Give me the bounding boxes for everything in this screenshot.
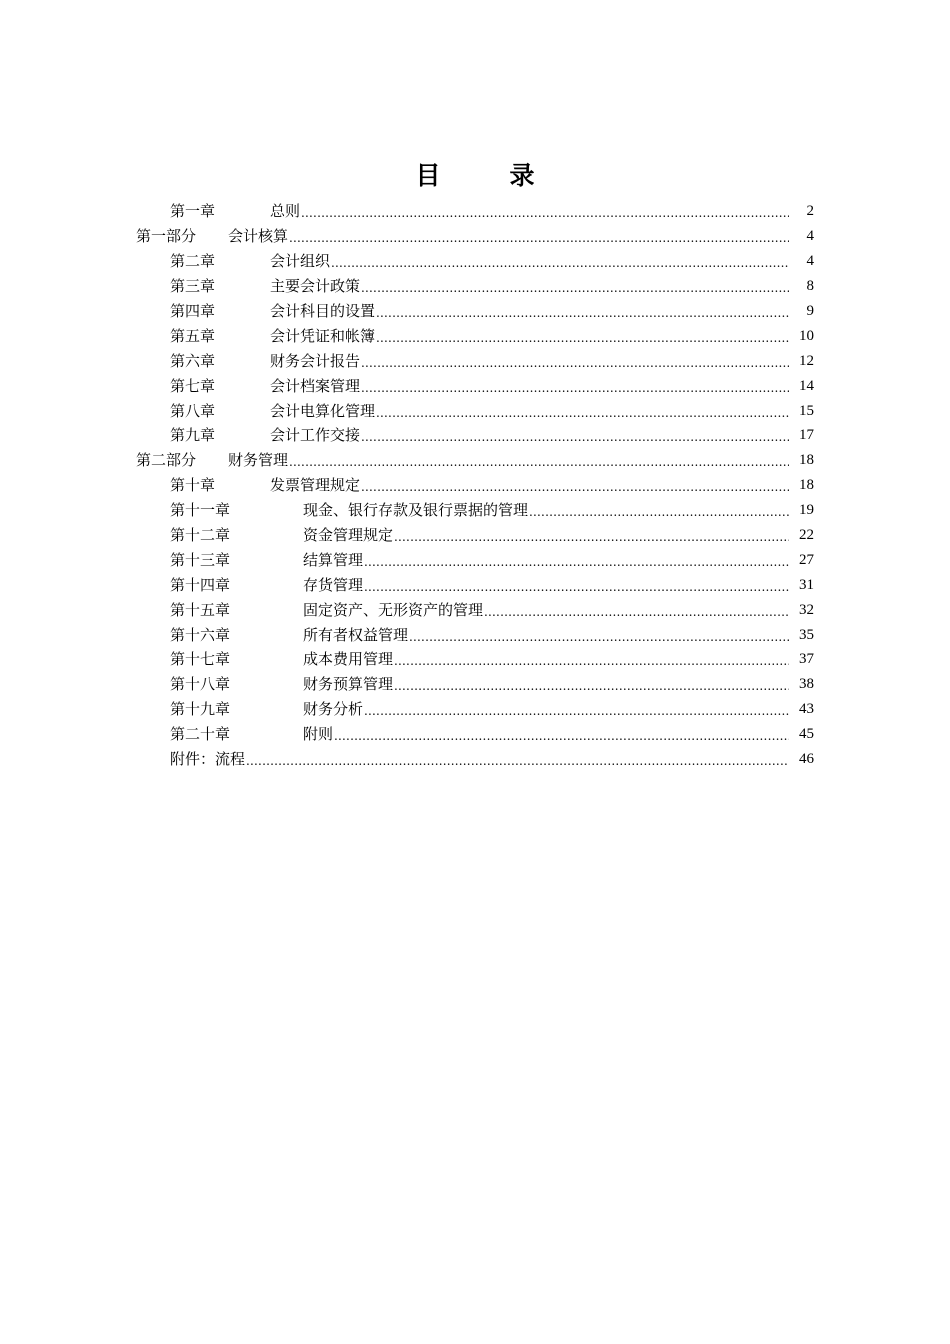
toc-entry[interactable] bbox=[0, 398, 950, 423]
toc-dot-leader bbox=[394, 525, 789, 545]
toc-entry-number: 第十六章 bbox=[170, 625, 231, 644]
toc-entry[interactable] bbox=[0, 274, 950, 299]
toc-entry-number: 第九章 bbox=[170, 426, 216, 445]
toc-dot-leader bbox=[289, 226, 789, 246]
toc-entry[interactable] bbox=[0, 423, 950, 448]
toc-entry[interactable] bbox=[0, 597, 950, 622]
toc-entry[interactable] bbox=[0, 373, 950, 398]
toc-entry-title: 固定资产、无形资产的管理 bbox=[303, 600, 484, 619]
toc-entry-title: 发票管理规定 bbox=[270, 476, 361, 495]
toc-entry-page-number: 4 bbox=[806, 253, 814, 270]
toc-dot-leader bbox=[301, 201, 789, 221]
toc-entry-page-number: 12 bbox=[799, 352, 814, 369]
toc-dot-leader bbox=[334, 724, 789, 744]
toc-entry-title: 会计电算化管理 bbox=[270, 401, 376, 420]
toc-entry-page-number: 18 bbox=[799, 477, 814, 494]
toc-entry[interactable] bbox=[0, 448, 950, 473]
toc-entry-number: 第十九章 bbox=[170, 700, 231, 719]
toc-entry-number: 第二部分 bbox=[136, 451, 197, 470]
toc-entry-number: 第十七章 bbox=[170, 650, 231, 669]
toc-entry-page-number: 17 bbox=[799, 427, 814, 444]
toc-entry-number: 第三章 bbox=[170, 277, 216, 296]
toc-entry-page-number: 32 bbox=[799, 601, 814, 618]
toc-entry-title: 财务管理 bbox=[228, 451, 289, 470]
toc-entry-title: 会计组织 bbox=[270, 252, 331, 271]
toc-entry-title: 会计核算 bbox=[228, 227, 289, 246]
toc-entry-page-number: 38 bbox=[799, 676, 814, 693]
toc-entry-page-number: 35 bbox=[799, 626, 814, 643]
toc-entry[interactable] bbox=[0, 622, 950, 647]
toc-entry-title: 存货管理 bbox=[303, 575, 364, 594]
toc-entry-page-number: 9 bbox=[806, 303, 814, 319]
toc-entry-page-number: 14 bbox=[799, 377, 814, 394]
toc-title: 目 录 bbox=[415, 161, 557, 190]
toc-entry[interactable] bbox=[0, 498, 950, 523]
toc-entry-title: 附件：流程 bbox=[170, 750, 246, 769]
toc-entry[interactable] bbox=[0, 348, 950, 373]
toc-entry-title: 会计凭证和帐簿 bbox=[270, 326, 376, 345]
toc-entry-number: 第七章 bbox=[170, 376, 216, 395]
toc-entry[interactable] bbox=[0, 747, 950, 772]
toc-entry-title: 总则 bbox=[270, 202, 301, 221]
toc-dot-leader bbox=[364, 699, 789, 719]
toc-entry[interactable] bbox=[0, 572, 950, 597]
toc-dot-leader bbox=[361, 376, 789, 396]
toc-dot-leader bbox=[484, 600, 789, 620]
toc-entry-number: 第五章 bbox=[170, 326, 216, 345]
toc-entry-title: 所有者权益管理 bbox=[303, 625, 409, 644]
toc-entry-title: 结算管理 bbox=[303, 550, 364, 569]
toc-entry-title: 主要会计政策 bbox=[270, 277, 361, 296]
toc-dot-leader bbox=[361, 351, 789, 371]
toc-entry-page-number: 10 bbox=[799, 327, 814, 344]
toc-entry-number: 第二章 bbox=[170, 252, 216, 271]
toc-entry-title: 财务分析 bbox=[303, 700, 364, 719]
toc-entry-number: 第十二章 bbox=[170, 526, 231, 545]
toc-entry-number: 第六章 bbox=[170, 351, 216, 370]
toc-dot-leader bbox=[361, 276, 789, 296]
toc-entry-title: 附则 bbox=[303, 725, 334, 744]
toc-entry-number: 第十一章 bbox=[170, 501, 231, 520]
toc-dot-leader bbox=[361, 475, 789, 495]
toc-dot-leader bbox=[529, 500, 789, 520]
toc-entry[interactable] bbox=[0, 722, 950, 747]
toc-entry-page-number: 27 bbox=[799, 551, 814, 568]
toc-entry-page-number: 15 bbox=[799, 402, 814, 419]
toc-entry[interactable] bbox=[0, 224, 950, 249]
toc-entry-number: 第十章 bbox=[170, 476, 216, 495]
toc-entry-number: 第十四章 bbox=[170, 575, 231, 594]
toc-entry-page-number: 19 bbox=[799, 502, 814, 519]
toc-dot-leader bbox=[364, 550, 789, 570]
toc-entry[interactable] bbox=[0, 249, 950, 274]
toc-entry-title: 资金管理规定 bbox=[303, 526, 394, 545]
toc-entry[interactable] bbox=[0, 672, 950, 697]
toc-dot-leader bbox=[376, 401, 789, 421]
toc-entry-page-number: 31 bbox=[799, 576, 814, 593]
toc-entry-number: 第十三章 bbox=[170, 550, 231, 569]
toc-entry[interactable] bbox=[0, 523, 950, 548]
toc-entry[interactable] bbox=[0, 299, 950, 324]
toc-entry-page-number: 45 bbox=[799, 726, 814, 743]
toc-entry-page-number: 8 bbox=[806, 278, 814, 295]
toc-dot-leader bbox=[331, 251, 789, 271]
toc-entry-page-number: 46 bbox=[799, 751, 814, 768]
toc-entry[interactable] bbox=[0, 547, 950, 572]
toc-entry-number: 第一部分 bbox=[136, 227, 197, 246]
toc-entry[interactable] bbox=[0, 697, 950, 722]
toc-entry-number: 第二十章 bbox=[170, 725, 231, 744]
toc-entry-number: 第一章 bbox=[170, 202, 216, 221]
toc-entry-title: 现金、银行存款及银行票据的管理 bbox=[303, 501, 529, 520]
toc-entry-page-number: 18 bbox=[799, 452, 814, 469]
toc-entry[interactable] bbox=[0, 323, 950, 348]
toc-entry-page-number: 37 bbox=[799, 651, 814, 668]
toc-entry-title: 会计工作交接 bbox=[270, 426, 361, 445]
toc-entry-page-number: 43 bbox=[799, 701, 814, 718]
toc-entry-title: 成本费用管理 bbox=[303, 650, 394, 669]
toc-entry[interactable] bbox=[0, 199, 950, 224]
toc-entry-number: 第十五章 bbox=[170, 600, 231, 619]
toc-dot-leader bbox=[289, 450, 789, 470]
toc-entry-number: 第十八章 bbox=[170, 675, 231, 694]
toc-entry-title: 会计科目的设置 bbox=[270, 302, 376, 320]
toc-dot-leader bbox=[394, 649, 789, 669]
toc-dot-leader bbox=[364, 575, 789, 595]
toc-list bbox=[0, 199, 950, 771]
toc-dot-leader bbox=[394, 674, 789, 694]
toc-dot-leader bbox=[361, 425, 789, 445]
toc-entry-page-number: 22 bbox=[799, 527, 814, 544]
toc-entry[interactable] bbox=[0, 473, 950, 498]
toc-entry-page-number: 4 bbox=[806, 228, 814, 245]
toc-dot-leader bbox=[246, 749, 789, 769]
toc-entry-number: 第八章 bbox=[170, 401, 216, 420]
toc-entry[interactable] bbox=[0, 647, 950, 672]
toc-entry-title: 财务预算管理 bbox=[303, 675, 394, 694]
toc-dot-leader bbox=[376, 326, 789, 346]
toc-entry-number: 第四章 bbox=[170, 302, 216, 320]
toc-dot-leader bbox=[376, 301, 789, 321]
toc-entry-title: 财务会计报告 bbox=[270, 351, 361, 370]
toc-entry-page-number: 2 bbox=[806, 203, 814, 220]
toc-entry-title: 会计档案管理 bbox=[270, 376, 361, 395]
toc-dot-leader bbox=[409, 625, 789, 645]
